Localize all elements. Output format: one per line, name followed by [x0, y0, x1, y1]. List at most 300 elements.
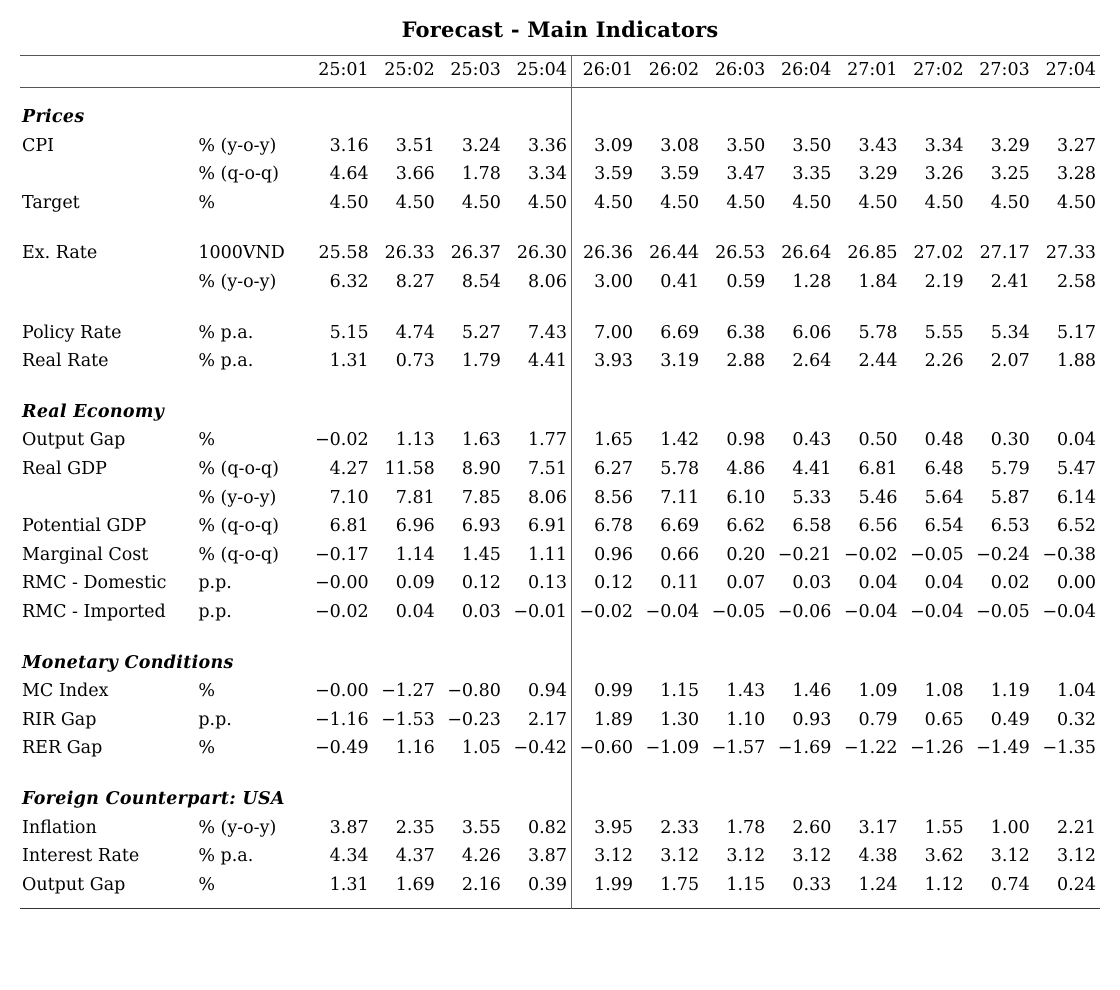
data-cell: 3.34 [527, 164, 567, 185]
column-header-11: 27:04 [1045, 60, 1096, 81]
data-cell: 0.30 [990, 430, 1030, 451]
column-header-1: 25:02 [384, 60, 435, 81]
section-heading-blank-cell [1034, 649, 1100, 678]
section-heading-blank-cell [835, 103, 901, 132]
data-cell: 1.15 [726, 874, 766, 895]
row-label: MC Index [22, 681, 109, 702]
data-cell: 3.51 [395, 135, 435, 156]
data-cell: −0.01 [513, 601, 567, 622]
table-row [20, 598, 1100, 627]
data-cell: 3.12 [1057, 846, 1096, 867]
column-header-3: 25:04 [516, 60, 567, 81]
section-heading-blank-cell [1034, 103, 1100, 132]
row-label: Marginal Cost [22, 544, 149, 565]
section-heading-blank-cell [373, 398, 439, 427]
data-cell: −1.57 [711, 738, 766, 759]
data-cell: 4.37 [395, 846, 435, 867]
data-cell: 3.59 [594, 164, 634, 185]
data-cell: 6.69 [660, 516, 700, 537]
section-heading-blank-cell [703, 785, 769, 814]
data-cell: 1.43 [726, 681, 766, 702]
section-heading-blank-cell [703, 649, 769, 678]
section-heading-row [20, 398, 1100, 427]
row-label: Ex. Rate [22, 243, 98, 264]
data-cell: 1.08 [924, 681, 964, 702]
data-cell: 26.30 [516, 243, 567, 264]
section-heading-blank-cell [835, 785, 901, 814]
table-row [20, 239, 1100, 268]
row-label: Output Gap [22, 874, 126, 895]
data-cell: 4.50 [1057, 192, 1096, 213]
data-cell: 0.74 [990, 874, 1030, 895]
section-heading: Foreign Counterpart: USA [22, 788, 285, 809]
data-cell: 6.69 [660, 322, 700, 343]
row-unit: % [198, 874, 215, 895]
section-heading-blank-cell [439, 785, 505, 814]
section-heading-blank-cell [373, 649, 439, 678]
data-cell: −0.02 [843, 544, 898, 565]
section-heading-blank-cell [769, 649, 835, 678]
data-cell: 5.64 [924, 487, 964, 508]
data-cell: −0.05 [711, 601, 766, 622]
data-cell: 26.37 [450, 243, 501, 264]
data-cell: 3.28 [1057, 164, 1096, 185]
data-cell: 0.24 [1057, 874, 1096, 895]
forecast-table [20, 55, 1100, 909]
data-cell: 2.41 [990, 272, 1030, 293]
section-heading-blank-cell [637, 103, 703, 132]
column-header-4: 26:01 [582, 60, 634, 81]
data-cell: 4.26 [461, 846, 501, 867]
data-cell: −1.22 [843, 738, 898, 759]
data-cell: 0.13 [527, 573, 567, 594]
data-cell: 3.24 [461, 135, 501, 156]
row-label [20, 268, 196, 297]
data-cell: 3.29 [858, 164, 898, 185]
data-cell: 1.69 [395, 874, 435, 895]
data-cell: 3.19 [660, 351, 700, 372]
table-row [20, 160, 1100, 189]
data-cell: 4.50 [792, 192, 832, 213]
data-cell: −0.04 [1042, 601, 1096, 622]
column-header-0: 25:01 [318, 60, 369, 81]
data-cell: −0.02 [579, 601, 634, 622]
data-cell: 0.41 [660, 272, 700, 293]
data-cell: −0.04 [645, 601, 700, 622]
table-row [20, 268, 1100, 297]
section-heading-blank-cell [307, 649, 373, 678]
section-heading-blank-cell [835, 398, 901, 427]
data-cell: 1.31 [329, 351, 369, 372]
data-cell: 7.00 [594, 322, 634, 343]
header-blank-label [20, 56, 196, 87]
data-cell: 3.95 [594, 817, 634, 838]
table-row [20, 871, 1100, 900]
data-cell: 6.62 [726, 516, 766, 537]
data-cell: 0.39 [527, 874, 567, 895]
data-cell: 5.55 [924, 322, 964, 343]
row-unit: % [198, 430, 215, 451]
row-label: Output Gap [22, 430, 126, 451]
data-cell: 3.66 [395, 164, 435, 185]
data-cell: 6.58 [792, 516, 832, 537]
page-title: Forecast - Main Indicators [401, 17, 719, 42]
data-cell: 0.03 [792, 573, 832, 594]
data-cell: 3.08 [660, 135, 700, 156]
section-heading-blank-cell [571, 785, 637, 814]
data-cell: 8.06 [527, 272, 567, 293]
data-cell: 1.30 [660, 709, 700, 730]
row-label: RMC - Imported [22, 601, 166, 622]
data-cell: 6.56 [858, 516, 898, 537]
data-cell: 0.04 [1057, 430, 1096, 451]
data-cell: 0.20 [726, 544, 766, 565]
data-cell: 1.46 [792, 681, 832, 702]
section-heading-blank-cell [571, 103, 637, 132]
data-cell: 5.15 [329, 322, 369, 343]
data-cell: 26.44 [649, 243, 700, 264]
data-cell: 2.44 [858, 351, 898, 372]
table-row [20, 484, 1100, 513]
data-cell: 2.64 [792, 351, 832, 372]
row-unit: % p.a. [198, 351, 254, 372]
data-cell: 5.34 [990, 322, 1030, 343]
section-heading-blank-cell [902, 649, 968, 678]
data-cell: 1.75 [660, 874, 700, 895]
section-heading-blank-cell [571, 649, 637, 678]
data-cell: −0.17 [314, 544, 369, 565]
data-cell: 4.27 [329, 459, 369, 479]
data-cell: 1.14 [395, 544, 435, 565]
table-header [20, 56, 1100, 88]
data-cell: 3.34 [924, 135, 964, 156]
section-heading-blank-cell [637, 785, 703, 814]
data-cell: 0.04 [924, 573, 964, 594]
table-row [20, 512, 1100, 541]
data-cell: 0.73 [395, 351, 435, 372]
row-label: CPI [22, 135, 55, 156]
data-cell: 6.81 [329, 516, 369, 537]
column-header-6: 26:03 [714, 60, 766, 81]
row-unit: % (y-o-y) [198, 487, 277, 508]
section-heading-blank-cell [1034, 398, 1100, 427]
data-cell: 3.27 [1057, 135, 1096, 156]
data-cell: −0.42 [513, 738, 567, 759]
data-cell: 4.50 [594, 192, 634, 213]
row-label: Policy Rate [22, 322, 122, 343]
data-cell: 5.78 [660, 459, 700, 479]
data-cell: 6.38 [726, 322, 766, 343]
data-cell: 4.50 [924, 192, 964, 213]
data-cell: −1.16 [314, 709, 369, 730]
data-cell: 3.17 [858, 817, 898, 838]
data-cell: 3.55 [461, 817, 501, 838]
data-cell: 2.19 [924, 272, 964, 293]
data-cell: 1.12 [924, 874, 964, 895]
row-gap-0-3 [20, 217, 1100, 239]
data-cell: 6.96 [395, 516, 435, 537]
data-cell: 0.82 [527, 817, 567, 838]
data-cell: 0.07 [726, 573, 766, 594]
section-heading-blank-cell [835, 649, 901, 678]
table-row [20, 426, 1100, 455]
data-cell: 6.52 [1057, 516, 1096, 537]
data-cell: 0.32 [1057, 709, 1096, 730]
data-cell: 26.64 [781, 243, 832, 264]
data-cell: 1.28 [792, 272, 832, 293]
row-label: Real Rate [22, 351, 109, 372]
row-label [20, 160, 196, 189]
row-unit: % [198, 738, 215, 759]
data-cell: 0.02 [990, 573, 1030, 594]
data-cell: −0.05 [976, 601, 1030, 622]
data-cell: 3.59 [660, 164, 700, 185]
data-cell: 0.09 [395, 573, 435, 594]
data-cell: 4.50 [858, 192, 898, 213]
data-cell: 6.14 [1057, 487, 1096, 508]
data-cell: 3.12 [990, 846, 1030, 867]
data-cell: 1.79 [461, 351, 501, 372]
data-cell: 5.33 [792, 487, 832, 508]
data-cell: 4.50 [990, 192, 1030, 213]
data-cell: 0.59 [726, 272, 766, 293]
section-heading-blank-cell [373, 103, 439, 132]
row-label: Target [22, 192, 80, 213]
data-cell: 3.62 [924, 846, 964, 867]
data-cell: 3.12 [726, 846, 766, 867]
data-cell: −0.49 [314, 738, 369, 759]
data-cell: 6.93 [461, 516, 501, 537]
data-cell: 5.47 [1057, 459, 1096, 479]
data-cell: 6.78 [594, 516, 634, 537]
section-heading-blank-cell [902, 103, 968, 132]
data-cell: 1.88 [1057, 351, 1096, 372]
section-heading-blank-cell [902, 398, 968, 427]
data-cell: 8.54 [461, 272, 501, 293]
data-cell: 8.27 [395, 272, 435, 293]
data-cell: −0.02 [314, 601, 369, 622]
data-cell: 3.12 [660, 846, 700, 867]
data-cell: 0.50 [858, 430, 898, 451]
section-heading: Monetary Conditions [22, 652, 234, 673]
rule-bottom [20, 909, 1100, 910]
data-cell: 1.77 [527, 430, 567, 451]
row-label: Interest Rate [22, 846, 140, 867]
data-cell: 3.93 [594, 351, 634, 372]
data-cell: 3.43 [858, 135, 898, 156]
data-cell: −0.05 [909, 544, 964, 565]
data-cell: 0.66 [660, 544, 700, 565]
data-cell: 5.46 [858, 487, 898, 508]
data-cell: 26.53 [715, 243, 766, 264]
data-cell: −1.69 [777, 738, 832, 759]
table-row [20, 541, 1100, 570]
data-cell: 2.21 [1057, 817, 1096, 838]
section-heading: Prices [22, 107, 85, 128]
column-header-2: 25:03 [450, 60, 501, 81]
section-heading-blank-cell [968, 103, 1034, 132]
row-unit: % (y-o-y) [198, 817, 277, 838]
data-cell: −0.21 [777, 544, 832, 565]
row-gap-0-6 [20, 297, 1100, 319]
data-cell: 3.25 [990, 164, 1030, 185]
data-cell: 1.65 [594, 430, 634, 451]
row-unit: p.p. [198, 709, 232, 730]
row-unit: % (q-o-q) [198, 544, 279, 565]
row-unit: p.p. [198, 601, 232, 622]
data-cell: 6.53 [990, 516, 1030, 537]
data-cell: 5.87 [990, 487, 1030, 508]
row-unit: % (q-o-q) [198, 516, 279, 537]
data-cell: 0.99 [594, 681, 634, 702]
section-heading-blank-cell [902, 785, 968, 814]
data-cell: −0.06 [777, 601, 832, 622]
data-cell: −0.00 [314, 573, 369, 594]
data-cell: 0.48 [924, 430, 964, 451]
data-cell: 1.55 [924, 817, 964, 838]
table-row [20, 734, 1100, 763]
section-heading-unit-blank [196, 103, 306, 132]
data-cell: 1.00 [990, 817, 1030, 838]
data-cell: 3.12 [792, 846, 832, 867]
data-cell: 8.90 [461, 459, 501, 479]
data-cell: 0.04 [395, 601, 435, 622]
data-cell: 1.19 [990, 681, 1030, 702]
data-cell: 27.02 [913, 243, 964, 264]
data-cell: 1.42 [660, 430, 700, 451]
data-cell: 3.50 [726, 135, 766, 156]
data-cell: 3.26 [924, 164, 964, 185]
data-cell: 7.81 [395, 487, 435, 508]
section-heading-blank-cell [439, 649, 505, 678]
column-header-5: 26:02 [648, 60, 700, 81]
data-cell: 1.89 [594, 709, 634, 730]
table-row [20, 814, 1100, 843]
data-cell: 1.11 [527, 544, 567, 565]
data-cell: 1.13 [395, 430, 435, 451]
section-heading-blank-cell [968, 398, 1034, 427]
data-cell: −0.38 [1042, 544, 1096, 565]
column-header-9: 27:02 [913, 60, 964, 81]
section-heading-blank-cell [307, 103, 373, 132]
data-cell: 2.07 [990, 351, 1030, 372]
row-unit: % p.a. [198, 322, 254, 343]
data-cell: 0.94 [527, 681, 567, 702]
data-cell: 0.12 [594, 573, 634, 594]
data-cell: 1.84 [858, 272, 898, 293]
table-body [20, 88, 1100, 899]
data-cell: −0.04 [909, 601, 964, 622]
section-heading-blank-cell [439, 398, 505, 427]
data-cell: 1.31 [329, 874, 369, 895]
bottom-spacer [20, 899, 1100, 909]
data-cell: 2.35 [395, 817, 435, 838]
data-cell: −1.26 [909, 738, 964, 759]
data-cell: 4.50 [329, 192, 369, 213]
section-heading-unit-blank [196, 398, 306, 427]
row-label: RMC - Domestic [22, 573, 167, 594]
data-cell: −0.60 [579, 738, 634, 759]
data-cell: 3.16 [329, 135, 369, 156]
data-cell: 4.64 [329, 164, 369, 185]
table-row [20, 455, 1100, 484]
section-gap-0 [20, 88, 1100, 103]
data-cell: −1.35 [1042, 738, 1096, 759]
data-cell: 6.48 [924, 459, 964, 479]
data-cell: 0.03 [461, 601, 501, 622]
data-cell: 2.58 [1057, 272, 1096, 293]
data-cell: 27.33 [1045, 243, 1096, 264]
row-label: RER Gap [22, 738, 103, 759]
data-cell: 3.12 [594, 846, 634, 867]
data-cell: 5.27 [461, 322, 501, 343]
section-heading-blank-cell [439, 103, 505, 132]
data-cell: 3.87 [527, 846, 567, 867]
data-cell: 27.17 [979, 243, 1030, 264]
section-heading-blank-cell [1034, 785, 1100, 814]
row-label: Inflation [22, 817, 97, 838]
section-heading-row [20, 785, 1100, 814]
row-unit: % (q-o-q) [198, 164, 279, 185]
row-label: Real GDP [22, 459, 107, 479]
data-cell: 1.45 [461, 544, 501, 565]
data-cell: 3.50 [792, 135, 832, 156]
data-cell: 6.10 [726, 487, 766, 508]
data-cell: −1.09 [645, 738, 700, 759]
data-cell: 7.43 [527, 322, 567, 343]
data-cell: 6.27 [594, 459, 634, 479]
table-row [20, 677, 1100, 706]
data-cell: 11.58 [384, 459, 435, 479]
data-cell: −0.24 [976, 544, 1030, 565]
section-heading-blank-cell [505, 103, 571, 132]
data-cell: −1.27 [381, 681, 435, 702]
data-cell: 0.98 [726, 430, 766, 451]
section-heading-blank-cell [637, 649, 703, 678]
data-cell: −0.80 [447, 681, 501, 702]
section-heading-blank-cell [769, 103, 835, 132]
data-cell: 4.86 [726, 459, 766, 479]
data-cell: 7.11 [660, 487, 700, 508]
table-container [20, 42, 1100, 909]
row-label [20, 484, 196, 513]
data-cell: 2.26 [924, 351, 964, 372]
section-gap-3 [20, 763, 1100, 785]
data-cell: 4.50 [461, 192, 501, 213]
data-cell: 4.50 [395, 192, 435, 213]
data-cell: −1.53 [381, 709, 435, 730]
data-cell: 2.16 [461, 874, 501, 895]
data-cell: 4.41 [792, 459, 832, 479]
data-cell: 0.49 [990, 709, 1030, 730]
data-cell: 0.11 [660, 573, 700, 594]
data-cell: −1.49 [976, 738, 1030, 759]
data-cell: 4.50 [726, 192, 766, 213]
table-row [20, 706, 1100, 735]
column-header-7: 26:04 [780, 60, 832, 81]
column-header-8: 27:01 [847, 60, 898, 81]
data-cell: 6.32 [329, 272, 369, 293]
data-cell: 4.50 [527, 192, 567, 213]
table-footer [20, 899, 1100, 909]
section-heading-row [20, 103, 1100, 132]
row-unit: % (y-o-y) [198, 272, 277, 293]
section-gap-2 [20, 627, 1100, 649]
data-cell: 6.91 [527, 516, 567, 537]
data-cell: 1.78 [726, 817, 766, 838]
table-row [20, 347, 1100, 376]
data-cell: 2.60 [792, 817, 832, 838]
